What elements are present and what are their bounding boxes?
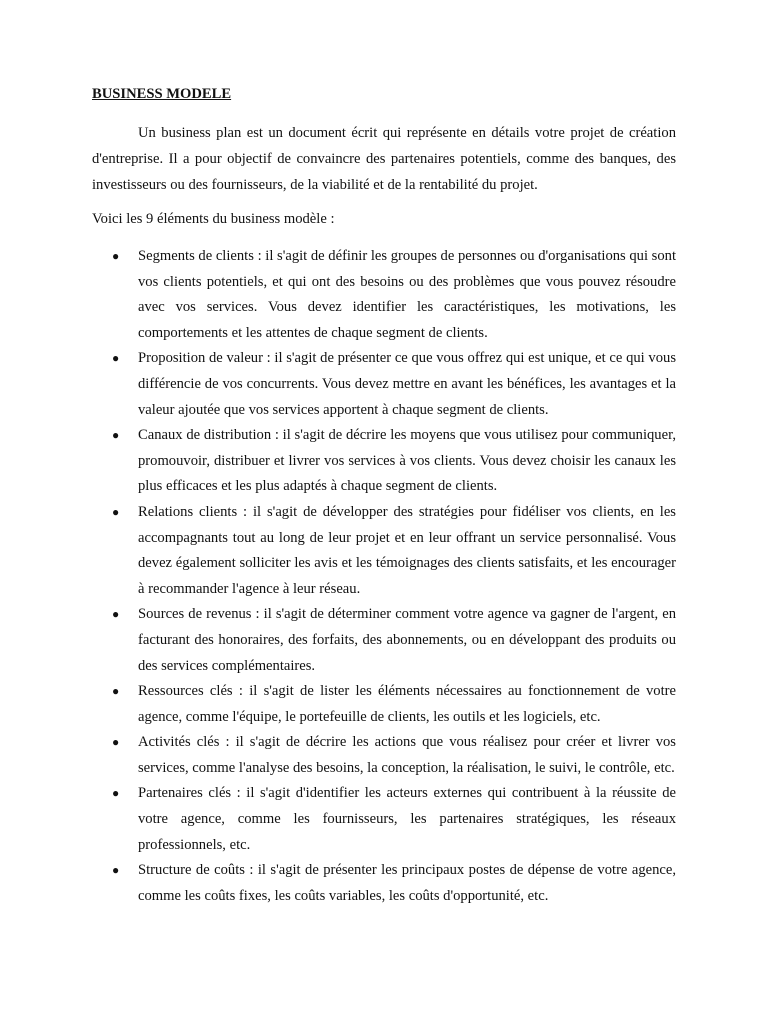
bullet-icon: ● (112, 607, 120, 622)
list-item (92, 602, 676, 679)
list-item-text: Structure de coûts : il s'agit de présenter les principaux postes de dépense de votre agence, comme les coûts fixes, les coûts variables, les coûts d'opportunité, etc. (138, 862, 676, 904)
list-item-text: Activités clés : il s'agit de décrire les actions que vous réalisez pour créer et livrer vos services, comme l'analyse des besoins, la conception, la réalisation, le suivi, le contrôle, etc. (138, 734, 676, 776)
list-item (92, 781, 676, 858)
list-item-text: Relations clients : il s'agit de développer des stratégies pour fidéliser vos clients, en les accompagnants tout au long de leur projet et en leur offrant un service personnalisé. Vous devez également solliciter les avis et les témoignages des clients satisfaits, et les encourager à recommander l'agence à leur réseau. (138, 503, 676, 597)
list-lead-text: Voici les 9 éléments du business modèle : (92, 211, 335, 227)
list-item-text: Proposition de valeur : il s'agit de présenter ce que vous offrez qui est unique, et ce qui vous différencie de vos concurrents. Vous devez mettre en avant les bénéfices, les avantages et la valeur ajoutée que vos services apportent à chaque segment de clients. (138, 350, 676, 418)
bullet-icon: ● (112, 428, 120, 443)
bullet-icon: ● (112, 786, 120, 801)
list-item (92, 858, 676, 909)
elements-list (92, 244, 676, 909)
bullet-icon: ● (112, 735, 120, 750)
bullet-icon: ● (112, 249, 120, 263)
list-item-text: Ressources clés : il s'agit de lister les éléments nécessaires au fonctionnement de votre agence, comme l'équipe, le portefeuille de clients, les outils et les logiciels, etc. (138, 683, 676, 725)
list-item (92, 244, 676, 346)
list-item-text: Partenaires clés : il s'agit d'identifier les acteurs externes qui contribuent à la réussite de votre agence, comme les fournisseurs, les partenaires stratégiques, les réseaux professionnels, etc. (138, 785, 676, 853)
document-title: BUSINESS MODELE (92, 86, 232, 102)
list-item-text: Segments de clients : il s'agit de définir les groupes de personnes ou d'organisations qui sont vos clients potentiels, et qui ont des besoins ou des problèmes que vous pouvez résoudre avec vos services. Vous devez identifier les caractéristiques, les motivations, les comportements et les attentes de chaque segment de clients. (138, 248, 676, 341)
bullet-icon: ● (112, 684, 120, 699)
list-item (92, 679, 676, 730)
list-item-text: Canaux de distribution : il s'agit de décrire les moyens que vous utilisez pour communiquer, promouvoir, distribuer et livrer vos services à vos clients. Vous devez choisir les canaux les plus efficaces et les plus adaptés à chaque segment de clients. (138, 427, 676, 495)
intro-paragraph: Un business plan est un document écrit qui représente en détails votre projet de création d'entreprise. Il a pour objectif de convaincre des partenaires potentiels, comme des banques, des investisseurs ou des fournisseurs, de la viabilité et de la rentabilité du projet. (92, 125, 676, 193)
bullet-icon: ● (112, 504, 120, 519)
list-item (92, 423, 676, 500)
list-item (92, 346, 676, 423)
bullet-icon: ● (112, 351, 120, 366)
list-item (92, 730, 676, 781)
list-item-text: Sources de revenus : il s'agit de déterminer comment votre agence va gagner de l'argent, en facturant des honoraires, des forfaits, des abonnements, ou en développant des produits ou des services complémentaires. (138, 606, 676, 674)
bullet-icon: ● (112, 863, 120, 878)
list-item (92, 500, 676, 602)
